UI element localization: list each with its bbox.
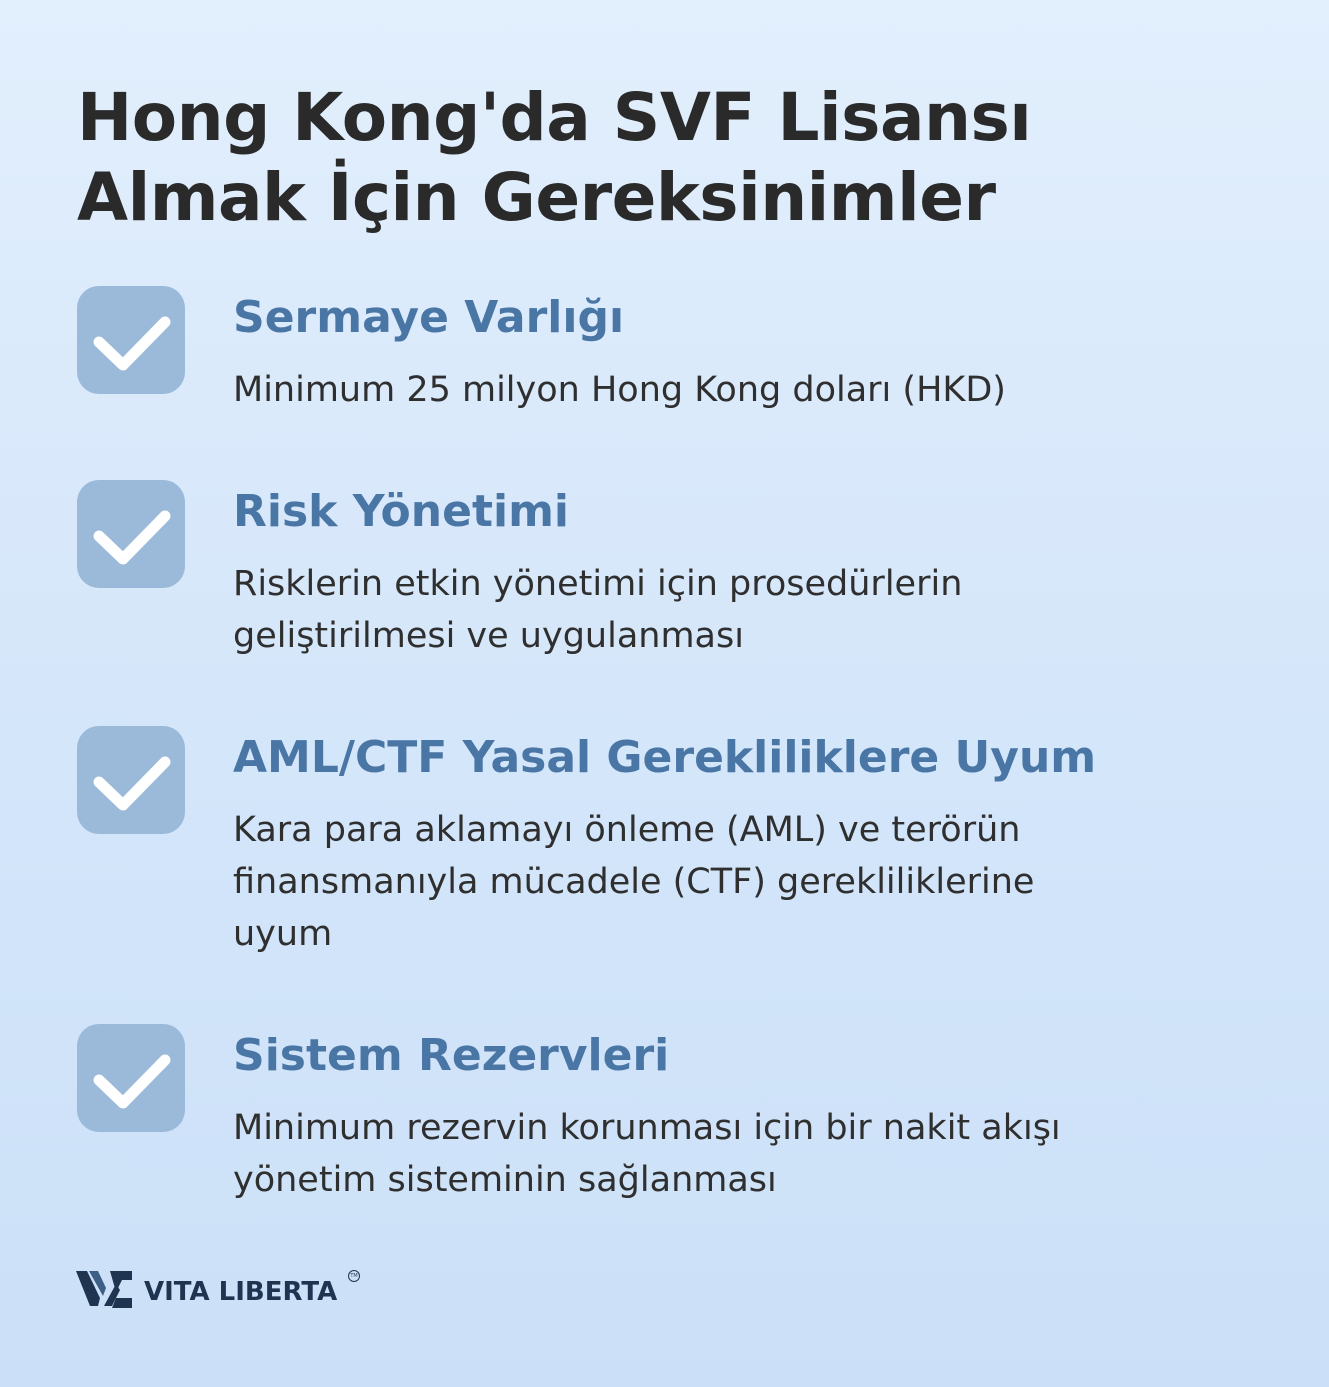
requirement-description-line: Minimum rezervin korunması için bir nakit akışı [233, 1108, 1061, 1148]
page-title-line-1: Hong Kong'da SVF Lisansı [77, 79, 1032, 156]
requirement-risk-management [77, 480, 1252, 670]
requirement-aml-ctf [77, 726, 1252, 966]
requirement-description-line: finansmanıyla mücadele (CTF) gerekliliklerine [233, 862, 1035, 902]
requirement-title: Sermaye Varlığı [233, 292, 625, 343]
checkmark-icon [77, 1024, 185, 1132]
trademark-symbol: TM [348, 1270, 360, 1282]
vita-liberta-logo-icon [76, 1268, 134, 1310]
requirement-description-line: Minimum 25 milyon Hong Kong doları (HKD) [233, 370, 1006, 410]
requirement-description [233, 1102, 1193, 1206]
requirement-description-line: Risklerin etkin yönetimi için prosedürlerin [233, 564, 963, 604]
requirement-description [233, 558, 1193, 662]
brand-name: VITA LIBERTA [144, 1277, 338, 1307]
requirement-description [233, 364, 1193, 416]
checkmark-icon [77, 726, 185, 834]
brand-logo [76, 1268, 376, 1310]
page-title-line-2: Almak İçin Gereksinimler [77, 159, 996, 236]
requirement-title: Risk Yönetimi [233, 486, 569, 537]
requirement-title: AML/CTF Yasal Gerekliliklere Uyum [233, 732, 1097, 783]
requirement-capital [77, 286, 1252, 426]
requirement-description [233, 804, 1193, 960]
requirement-system-reserves [77, 1024, 1252, 1214]
checkmark-icon [77, 480, 185, 588]
requirement-title: Sistem Rezervleri [233, 1030, 670, 1081]
requirement-description-line: uyum [233, 914, 333, 954]
requirement-description-line: geliştirilmesi ve uygulanması [233, 616, 744, 656]
requirement-description-line: Kara para aklamayı önleme (AML) ve terörün [233, 810, 1021, 850]
requirement-description-line: yönetim sisteminin sağlanması [233, 1160, 777, 1200]
checkmark-icon [77, 286, 185, 394]
page-title [77, 78, 1227, 238]
